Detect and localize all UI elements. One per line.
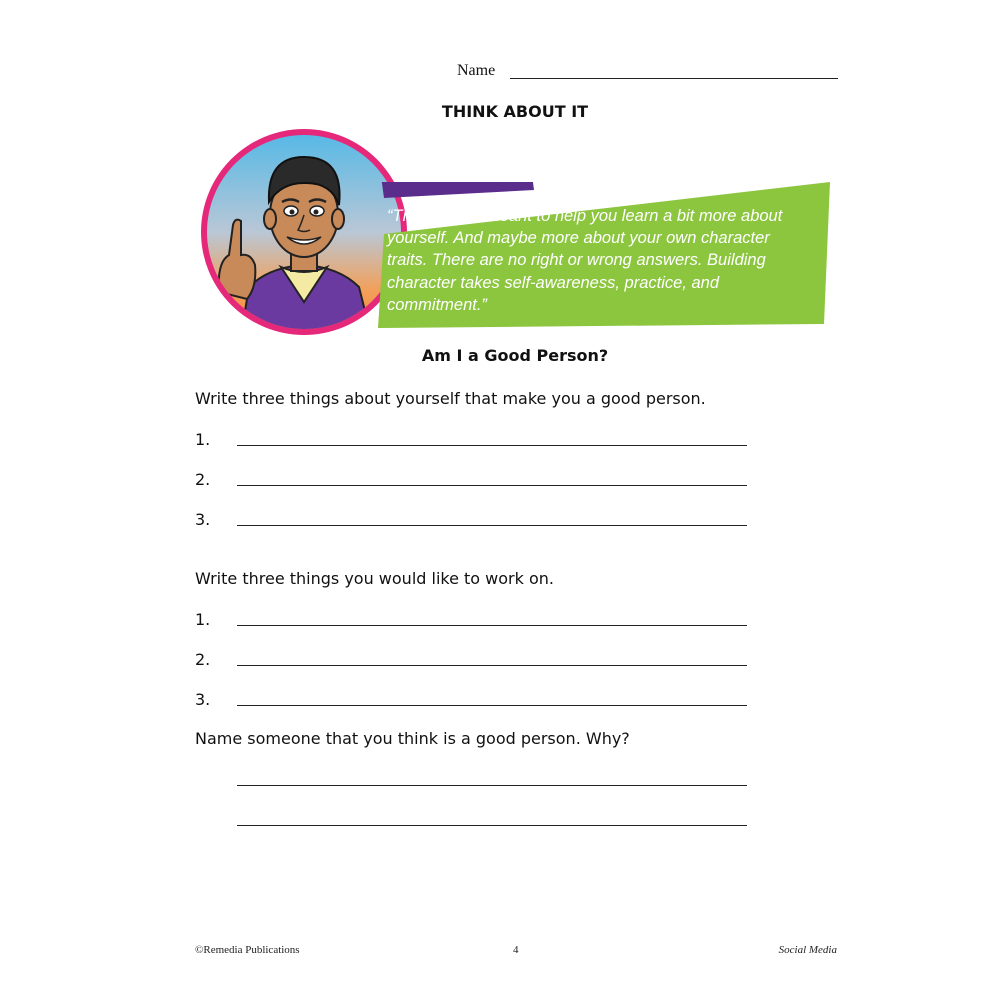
question-1-number: 3. [195, 510, 211, 529]
answer-line-2-3[interactable] [237, 705, 747, 706]
answer-line-1-2[interactable] [237, 485, 747, 486]
answer-line-1-1[interactable] [237, 445, 747, 446]
carlos-quote: “This page is meant to help you learn a bit more about yourself. And maybe more about your own character traits. There are no right or wrong answers. Building character takes self-awareness, practice, and commitment.” [387, 207, 783, 314]
footer-publisher: ©Remedia Publications [195, 944, 300, 956]
question-2-number: 2. [195, 650, 211, 669]
answer-line-2-2[interactable] [237, 665, 747, 666]
question-2-number: 1. [195, 610, 211, 629]
answer-line-2-1[interactable] [237, 625, 747, 626]
question-2-number: 3. [195, 690, 211, 709]
question-3-prompt: Name someone that you think is a good person. Why? [195, 729, 630, 748]
name-field[interactable] [510, 78, 838, 79]
question-2-prompt: Write three things you would like to work on. [195, 569, 554, 588]
page-number: 4 [513, 944, 519, 956]
carlos-badge [378, 182, 534, 198]
worksheet-title: Am I a Good Person? [421, 346, 609, 365]
answer-line-3-2[interactable] [237, 825, 747, 826]
answer-line-3-1[interactable] [237, 785, 747, 786]
footer-book-title: Social Media [778, 944, 837, 956]
question-1-number: 2. [195, 470, 211, 489]
name-label: Name [457, 62, 496, 79]
question-1-prompt: Write three things about yourself that make you a good person. [195, 389, 706, 408]
carlos-badge-label: Carlos says: [391, 141, 541, 176]
question-1-number: 1. [195, 430, 211, 449]
answer-line-1-3[interactable] [237, 525, 747, 526]
section-title: THINK ABOUT IT [441, 102, 589, 121]
